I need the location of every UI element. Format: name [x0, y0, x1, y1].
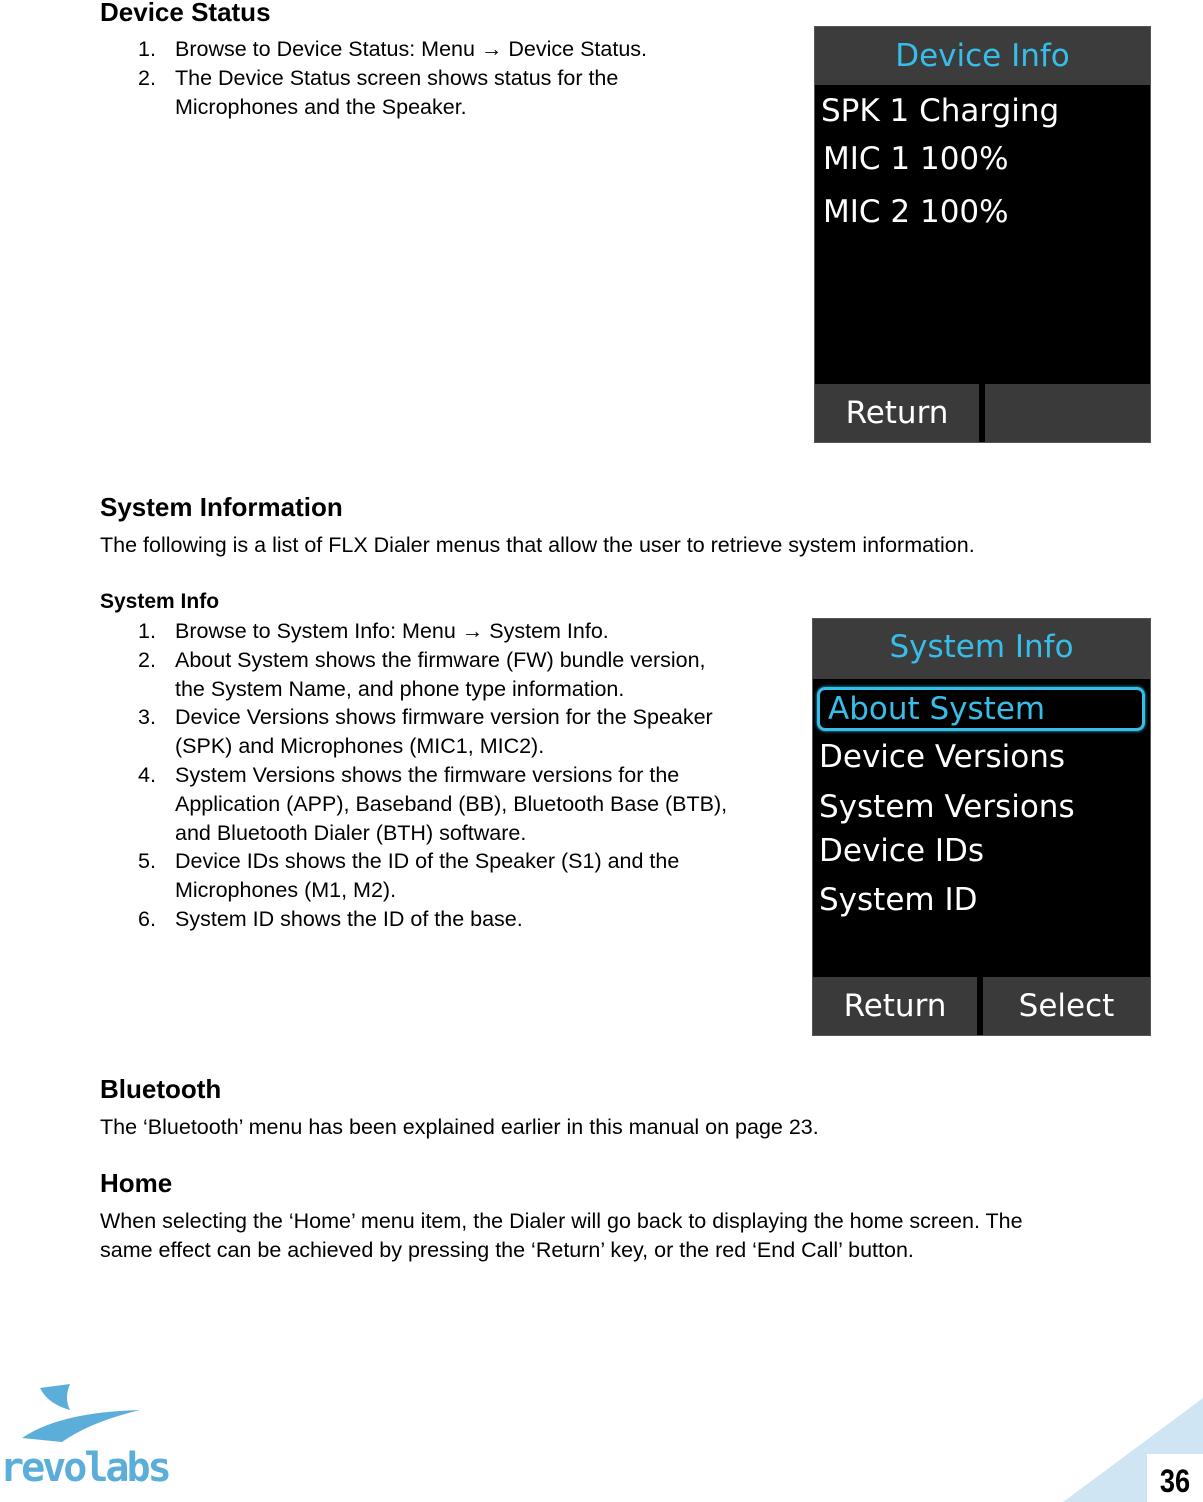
- list-item: 6. System ID shows the ID of the base.: [138, 906, 523, 931]
- revolabs-logo: [0, 1380, 169, 1502]
- right-softkey[interactable]: [985, 384, 1150, 442]
- shark-fin-icon: [0, 1380, 160, 1450]
- device-status-heading: Device Status: [100, 0, 271, 27]
- bluetooth-text: The ‘Bluetooth’ menu has been explained earlier in this manual on page 23.: [100, 1115, 819, 1139]
- screen-title: System Info: [813, 619, 1150, 679]
- return-softkey[interactable]: Return: [815, 384, 979, 442]
- system-info-steps: [100, 617, 740, 934]
- screen-item-device-ids[interactable]: Device IDs: [819, 833, 985, 869]
- page-number: 36: [1159, 1463, 1191, 1499]
- list-item: 5. Device IDs shows the ID of the Speaker (S1) and the Microphones (M1, M2).: [138, 849, 680, 903]
- system-info-subheading: System Info: [100, 590, 220, 613]
- list-item: 2. About System shows the firmware (FW) bundle version, the System Name, and phone type information.: [138, 647, 706, 701]
- bluetooth-heading: Bluetooth: [100, 1074, 222, 1104]
- list-item: 2. The Device Status screen shows status for the Microphones and the Speaker.: [138, 65, 619, 119]
- system-information-heading: System Information: [100, 492, 343, 522]
- screen-title: Device Info: [815, 27, 1150, 85]
- screen-item-system-id[interactable]: System ID: [819, 882, 978, 918]
- screen-item-device-versions[interactable]: Device Versions: [819, 739, 1066, 775]
- device-status-steps: [100, 35, 740, 121]
- system-info-screen: [812, 618, 1151, 1036]
- list-item: 1. Browse to Device Status: Menu → Device Status.: [138, 37, 648, 61]
- logo-wordmark: revolabs: [0, 1445, 169, 1491]
- list-item: 1. Browse to System Info: Menu → System Info.: [138, 619, 609, 643]
- screen-item-mic1: MIC 1 100%: [823, 141, 1009, 177]
- device-info-screen: [814, 26, 1151, 443]
- home-heading: Home: [100, 1168, 173, 1198]
- screen-item-about-system[interactable]: About System: [817, 687, 1145, 731]
- system-information-intro: The following is a list of FLX Dialer menus that allow the user to retrieve system information.: [100, 533, 975, 557]
- select-softkey[interactable]: Select: [983, 977, 1150, 1035]
- home-text: When selecting the ‘Home’ menu item, the Dialer will go back to displaying the home screen. The same effect can be achieved by pressing the ‘Return’ key, or the red ‘End Call’ button.: [100, 1209, 1023, 1262]
- screen-item-system-versions[interactable]: System Versions: [819, 789, 1075, 825]
- list-item: 4. System Versions shows the firmware versions for the Application (APP), Baseband (BB), Bluetooth Base (BTB), and Bluetooth Dialer (BTH) software.: [138, 762, 728, 845]
- return-softkey[interactable]: Return: [813, 977, 977, 1035]
- list-item: 3. Device Versions shows firmware version for the Speaker (SPK) and Microphones (MIC1, MIC2).: [138, 705, 713, 759]
- screen-item-spk1: SPK 1 Charging: [821, 93, 1060, 129]
- screen-item-mic2: MIC 2 100%: [823, 194, 1009, 230]
